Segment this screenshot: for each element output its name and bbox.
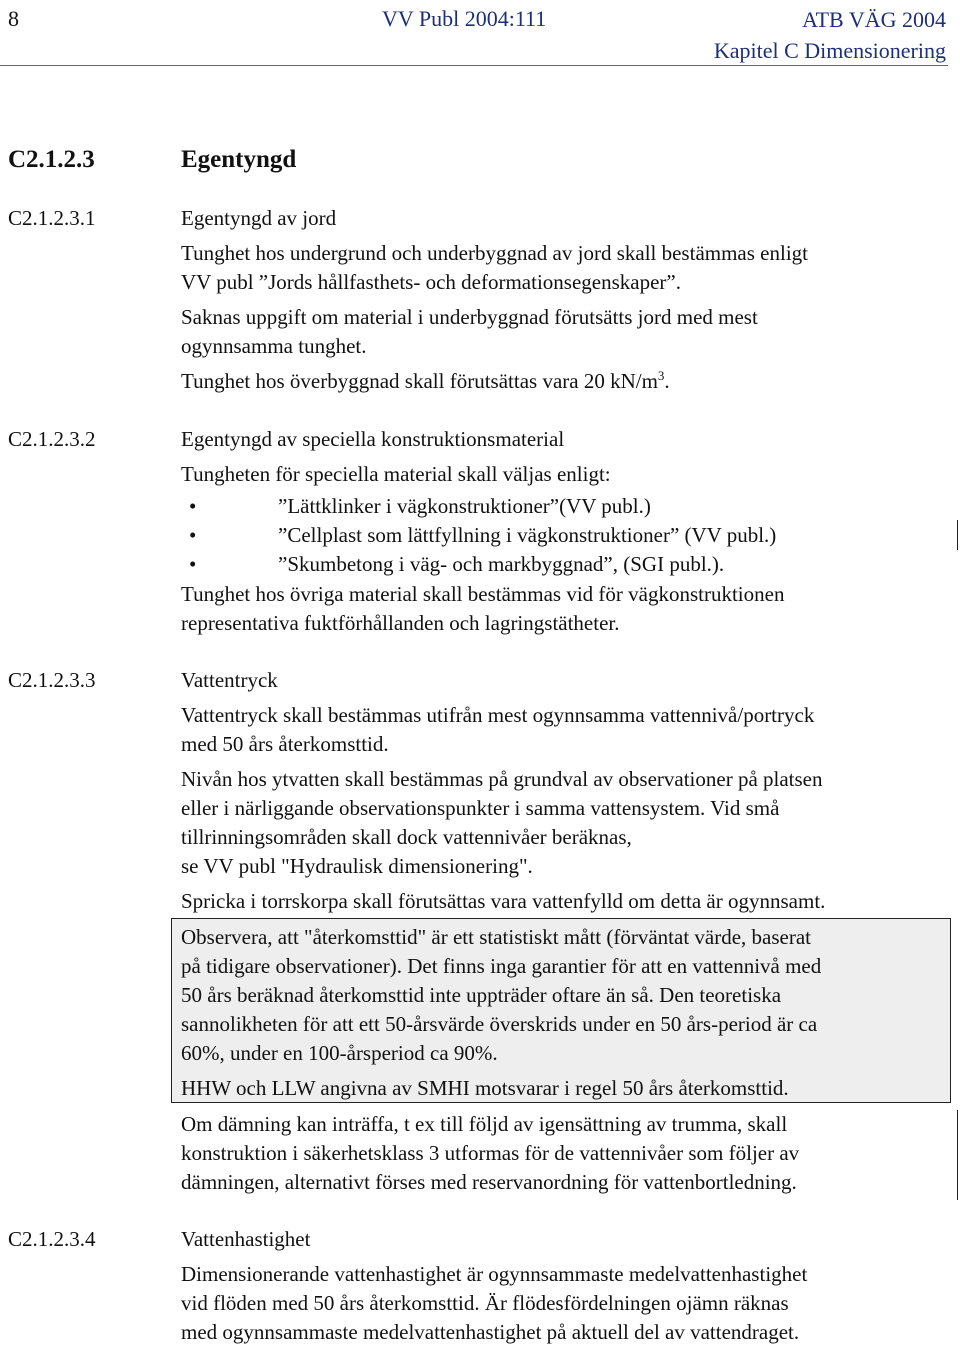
text-line: på tidigare observationer). Det finns inga garantier för att en vattennivå med xyxy=(181,954,822,978)
list-item-text: ”Cellplast som lättfyllning i vägkonstruktioner” (VV publ.) xyxy=(278,523,777,547)
text-line: Tunghet hos undergrund och underbyggnad av jord skall bestämmas enligt xyxy=(181,241,808,265)
section-3-body xyxy=(181,666,949,916)
text-line: se VV publ "Hydraulisk dimensionering". xyxy=(181,854,533,878)
text-line: med 50 års återkomsttid. xyxy=(181,732,389,756)
section-number-4: C2.1.2.3.4 xyxy=(8,1227,96,1251)
list-item-text: ”Skumbetong i väg- och markbyggnad”, (SGI publ.). xyxy=(278,552,725,576)
header-divider xyxy=(0,65,948,66)
text-line: sannolikheten för att ett 50-årsvärde överskrids under en 50 års-period är ca xyxy=(181,1012,818,1036)
text-line: Saknas uppgift om material i underbyggnad förutsätts jord med mest xyxy=(181,305,758,329)
superscript: 3 xyxy=(657,368,665,383)
paragraph xyxy=(181,1110,949,1197)
text-line: vid flöden med 50 års återkomsttid. Är flödesfördelningen ojämn räknas xyxy=(181,1291,789,1315)
paragraph xyxy=(181,580,949,638)
text-line: HHW och LLW angivna av SMHI motsvarar i regel 50 års återkomsttid. xyxy=(181,1076,789,1100)
text-line: med ogynnsammaste medelvattenhastighet på aktuell del av vattendraget. xyxy=(181,1320,800,1344)
text-line: Om dämning kan inträffa, t ex till följd av igensättning av trumma, skall xyxy=(181,1112,788,1136)
text-line: Nivån hos ytvatten skall bestämmas på grundval av observationer på platsen xyxy=(181,767,823,791)
paragraph: Spricka i torrskorpa skall förutsättas vara vattenfylld om detta är ogynnsamt. xyxy=(181,889,826,913)
section-2-heading: Egentyngd av speciella konstruktionsmaterial xyxy=(181,427,565,451)
section-1-body xyxy=(181,204,949,396)
text-line: Dimensionerande vattenhastighet är ogynnsammaste medelvattenhastighet xyxy=(181,1262,808,1286)
text-line: Tunghet hos övriga material skall bestämmas vid för vägkonstruktionen xyxy=(181,582,785,606)
paragraph: Tungheten för speciella material skall väljas enligt: xyxy=(181,462,611,486)
text-line: 60%, under en 100-årsperiod ca 90%. xyxy=(181,1041,498,1065)
text-line: 50 års beräknad återkomsttid inte uppträder oftare än så. Den teoretiska xyxy=(181,983,782,1007)
paragraph xyxy=(181,701,949,759)
list-item xyxy=(181,521,949,550)
paragraph xyxy=(181,1260,949,1347)
paragraph xyxy=(181,239,949,297)
section-4-heading: Vattenhastighet xyxy=(181,1227,311,1251)
section-2-body xyxy=(181,425,949,489)
bullet-icon: • xyxy=(189,523,197,547)
text-line: Observera, att "återkomsttid" är ett statistiskt mått (förväntat värde, baserat xyxy=(181,925,812,949)
note-content xyxy=(181,923,943,1103)
text-line: eller i närliggande observationspunkter i samma vattensystem. Vid små xyxy=(181,796,780,820)
text-line: representativa fuktförhållanden och lagringstätheter. xyxy=(181,611,620,635)
section-number-2: C2.1.2.3.2 xyxy=(8,427,96,451)
section-1-heading: Egentyngd av jord xyxy=(181,206,337,230)
list-item-text: ”Lättklinker i vägkonstruktioner”(VV publ.) xyxy=(278,494,651,518)
text-line: ogynnsamma tunghet. xyxy=(181,334,367,358)
text-span: Tunghet hos överbyggnad skall förutsättas vara 20 kN/m xyxy=(181,369,658,393)
section-4-body xyxy=(181,1225,949,1347)
text-line: VV publ ”Jords hållfasthets- och deformationsegenskaper”. xyxy=(181,270,681,294)
section-title-main: Egentyngd xyxy=(181,146,297,173)
text-span: . xyxy=(664,369,670,393)
paragraph xyxy=(181,765,949,881)
bullet-icon: • xyxy=(189,552,197,576)
page-number: 8 xyxy=(8,6,19,31)
section-number-main: C2.1.2.3 xyxy=(8,146,95,173)
paragraph xyxy=(181,367,949,396)
paragraph xyxy=(181,303,949,361)
note-box xyxy=(171,918,951,1103)
revision-bar xyxy=(957,1110,958,1200)
doc-title: ATB VÄG 2004 xyxy=(802,7,946,32)
running-header xyxy=(714,4,946,66)
section-3-heading: Vattentryck xyxy=(181,668,278,692)
chapter-title: Kapitel C Dimensionering xyxy=(713,38,946,63)
text-line: Vattentryck skall bestämmas utifrån mest ogynnsamma vattennivå/portryck xyxy=(181,703,815,727)
list-item xyxy=(181,492,949,521)
section-number-3: C2.1.2.3.3 xyxy=(8,668,96,692)
bullet-icon: • xyxy=(189,494,197,518)
list-item xyxy=(181,550,949,579)
publication-id: VV Publ 2004:111 xyxy=(382,6,547,31)
text-line: dämningen, alternativt förses med reservanordning för vattenbortledning. xyxy=(181,1170,797,1194)
text-line: tillrinningsområden skall dock vattennivåer beräknas, xyxy=(181,825,632,849)
text-line: konstruktion i säkerhetsklass 3 utformas för de vattennivåer som följer av xyxy=(181,1141,800,1165)
bullet-list xyxy=(181,492,949,579)
section-number-1: C2.1.2.3.1 xyxy=(8,206,96,230)
revision-bar xyxy=(957,520,958,550)
